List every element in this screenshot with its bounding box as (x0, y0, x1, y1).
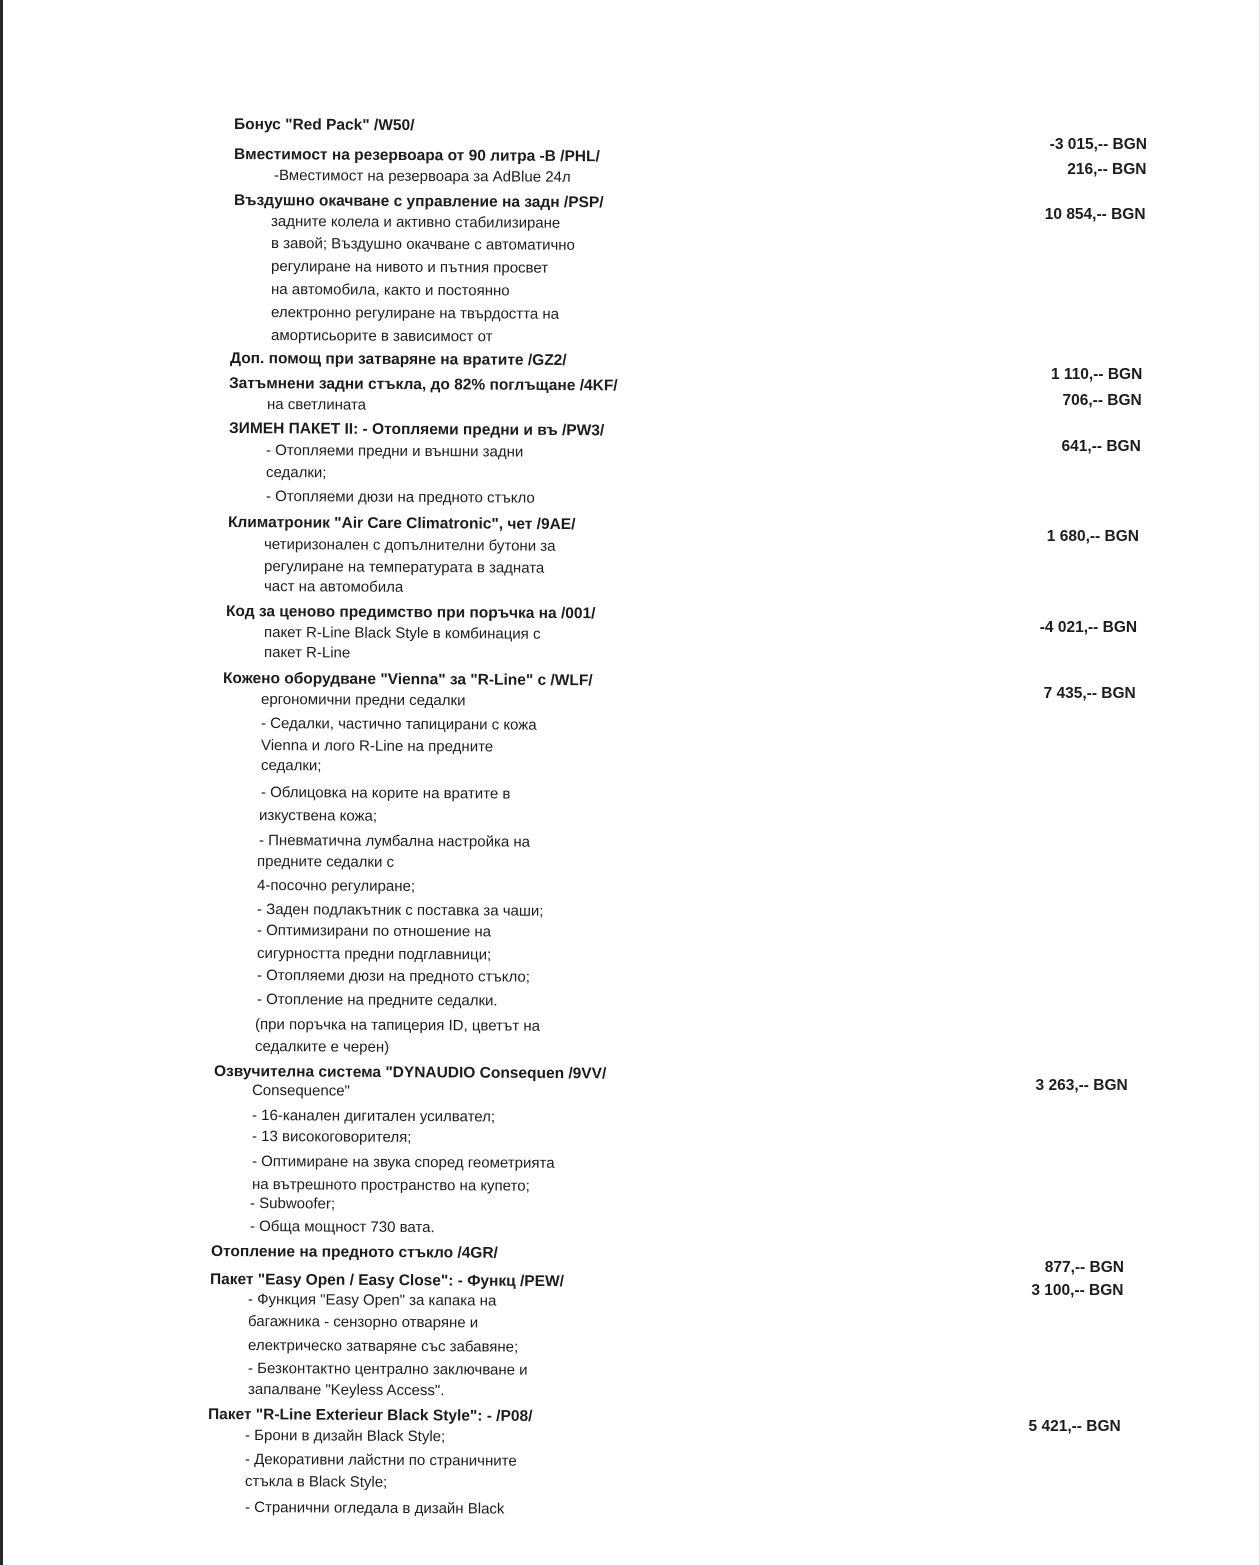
item-detail-line: - Декоративни лайстни по страничните (244, 1451, 517, 1470)
item-heading: Пакет "Easy Open / Easy Close": - Функц /PEW/ (209, 1271, 565, 1291)
price-value: 877,-- BGN (1044, 1259, 1124, 1276)
item-detail-line: регулиране на температурата в задната (263, 558, 545, 577)
item-heading: Вместимост на резервоара от 90 литра -B /PHL/ (233, 146, 600, 166)
item-detail-line: - Subwoofer; (249, 1195, 336, 1213)
price-value: 5 421,-- BGN (1028, 1418, 1121, 1435)
item-heading: Озвучителна система "DYNAUDIO Consequen /9VV/ (213, 1063, 607, 1083)
item-detail-line: - Функция "Easy Open" за капака на (247, 1291, 497, 1310)
item-detail-line: четиризонален с допълнителни бутони за (263, 536, 556, 555)
item-detail-line: амортисьорите в зависимост от (270, 327, 493, 346)
item-detail-line: пакет R-Line (263, 644, 351, 662)
item-heading: Въздушно окачване с управление на задн /PSP/ (233, 192, 604, 212)
item-detail-line: седалки; (265, 464, 327, 482)
item-detail-line: - Обща мощност 730 вата. (249, 1218, 435, 1237)
item-detail-line: - 13 високоговорителя; (251, 1128, 412, 1146)
item-heading: Отопление на предното стъкло /4GR/ (210, 1243, 498, 1262)
price-value: 3 100,-- BGN (1031, 1282, 1124, 1299)
item-detail-line: - Пневматична лумбална настройка на (258, 832, 531, 851)
item-detail-line: електрическо затваряне със забавяне; (247, 1337, 519, 1356)
item-detail-line: задните колела и активно стабилизиране (270, 213, 561, 232)
item-detail-line: на автомобила, както и постоянно (270, 281, 510, 300)
price-value: 216,-- BGN (1067, 161, 1147, 178)
item-detail-line: - Облицовка на корите на вратите в (260, 784, 511, 803)
item-heading: Пакет "R-Line Exterieur Black Style": - /P08/ (207, 1406, 533, 1425)
item-heading: Климатроник "Air Care Climatronic", чет /9AE/ (227, 514, 576, 534)
item-detail-line: ергономични предни седалки (260, 691, 466, 710)
item-heading: ЗИМЕН ПАКЕТ II: - Отопляеми предни и въ /PW3/ (228, 420, 605, 440)
item-detail-line: - Отопляеми предни и външни задни (265, 442, 524, 461)
item-detail-line: - Безконтактно централно заключване и (247, 1360, 528, 1379)
item-heading: Бонус "Red Pack" /W50/ (233, 116, 415, 135)
item-detail-line: - Седалки, частично тапицирани с кожа (260, 715, 537, 734)
item-heading: Кожено оборудване "Vienna" за "R-Line" с /WLF/ (222, 670, 593, 690)
item-detail-line: - Оптимизирани по отношение на (256, 922, 492, 941)
item-detail-line: - Странични огледала в дизайн Black (244, 1499, 505, 1518)
item-detail-line: седалки; (260, 757, 322, 775)
price-value: 706,-- BGN (1062, 392, 1142, 409)
item-detail-line: багажника - сензорно отваряне и (247, 1313, 479, 1332)
item-detail-line: на светлината (266, 396, 367, 414)
item-detail-line: Vienna и лого R-Line на предните (260, 737, 494, 756)
item-heading: Код за ценово предимство при поръчка на /001/ (225, 603, 596, 623)
item-detail-line: изкуствена кожа; (258, 807, 378, 825)
item-detail-line: пакет R-Line Black Style в комбинация с (263, 624, 541, 643)
item-detail-line: -Вместимост на резервоара за AdBlue 24л (273, 167, 571, 186)
price-value: 1 680,-- BGN (1046, 528, 1139, 545)
price-value: 7 435,-- BGN (1043, 685, 1136, 702)
item-detail-line: на вътрешното пространство на купето; (251, 1176, 530, 1195)
item-detail-line: - Отопляеми дюзи на предното стъкло (265, 488, 535, 507)
item-detail-line: - Отопление на предните седалки. (256, 991, 498, 1010)
price-value: 1 110,-- BGN (1050, 366, 1143, 383)
item-detail-line: (при поръчка на тапицерия ID, цветът на (254, 1016, 541, 1035)
item-detail-line: стъкла в Black Style; (244, 1473, 388, 1491)
price-value: 641,-- BGN (1061, 438, 1141, 455)
item-detail-line: електронно регулиране на твърдостта на (270, 304, 560, 323)
item-detail-line: - Отопляеми дюзи на предното стъкло; (256, 967, 530, 986)
price-value: 10 854,-- BGN (1044, 206, 1146, 223)
price-value: -4 021,-- BGN (1039, 619, 1138, 636)
item-detail-line: - 16-канален дигитален усилвател; (251, 1107, 496, 1126)
item-detail-line: Consequence" (251, 1082, 350, 1100)
item-detail-line: - Заден подлакътник с поставка за чаши; (256, 901, 544, 920)
item-heading: Доп. помощ при затваряне на вратите /GZ2/ (229, 350, 567, 370)
price-value: -3 015,-- BGN (1049, 136, 1147, 153)
scan-left-edge (0, 0, 3, 1565)
item-detail-line: седалките е черен) (254, 1038, 390, 1056)
item-detail-line: сигурността предни подглавници; (256, 945, 492, 964)
item-detail-line: запалване "Keyless Access". (247, 1381, 445, 1400)
item-detail-line: предните седалки с (256, 853, 395, 871)
price-value: 3 263,-- BGN (1035, 1077, 1128, 1094)
item-detail-line: в завой; Въздушно окачване с автоматично (270, 235, 575, 254)
item-detail-line: - Оптимиране на звука според геометрията (251, 1153, 555, 1172)
item-detail-line: регулиране на нивото и пътния просвет (270, 258, 549, 277)
item-detail-line: част на автомобила (263, 578, 404, 596)
item-detail-line: 4-посочно регулиране; (256, 877, 416, 895)
item-detail-line: - Брони в дизайн Black Style; (244, 1427, 446, 1446)
item-heading: Затъмнени задни стъкла, до 82% поглъщане /4KF/ (228, 375, 618, 395)
